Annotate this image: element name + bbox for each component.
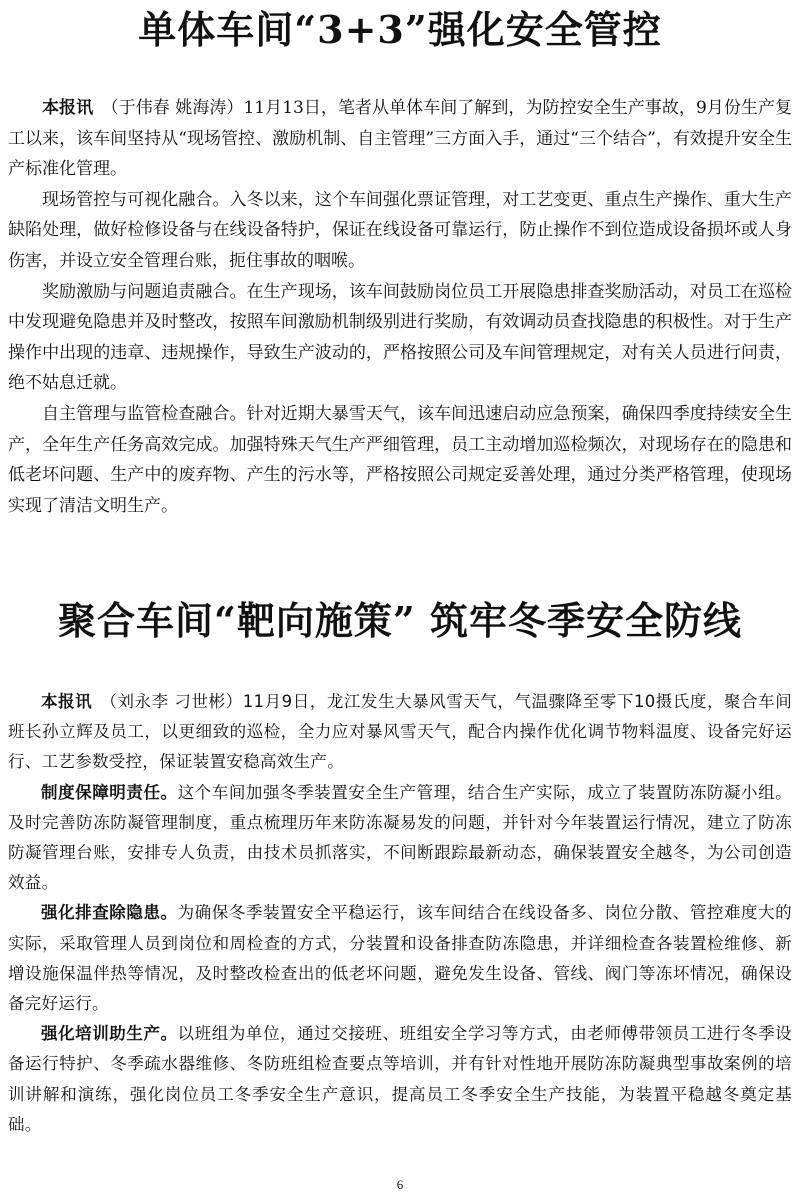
section-paragraph	[8, 898, 792, 1019]
article-body	[8, 687, 792, 1140]
section-paragraph	[8, 778, 792, 899]
lead-tag: 本报讯	[41, 692, 93, 711]
author-byline: （于伟春 姚海涛）	[101, 98, 244, 118]
lead-paragraph	[8, 687, 792, 778]
body-paragraph: 奖励激励与问题追责融合。在生产现场，该车间鼓励岗位员工开展隐患排查奖励活动，对员工在巡检中发现避免隐患并及时整改，按照车间激励机制级别进行奖励，有效调动员查找隐患的积极性。对于生产操作中出现的违章、违规操作，导致生产波动的，严格按照公司及车间管理规定，对有关人员进行问责，绝不姑息迁就。	[8, 281, 792, 394]
section-text: 以班组为单位，通过交接班、班组安全学习等方式，由老师傅带领员工进行冬季设备运行特护、冬季疏水器维修、冬防班组检查要点等培训，并有针对性地开展防冻防凝典型事故案例的培训讲解和演练，强化岗位员工冬季安全生产意识，提高员工冬季安全生产技能，为装置平稳越冬奠定基础。	[8, 1024, 792, 1134]
section-text: 这个车间加强冬季装置安全生产管理，结合生产实际，成立了装置防冻防凝小组。及时完善防冻防凝管理制度，重点梳理历年来防冻凝易发的问题，并针对今年装置运行情况，建立了防冻防凝管理台账，安排专人负责，由技术员抓落实，不间断跟踪最新动态，确保装置安全越冬，为公司创造效益。	[8, 782, 792, 893]
lead-paragraph	[8, 93, 792, 185]
article-title: 单体车间“3+3”强化安全管控	[138, 7, 662, 52]
article-body	[8, 93, 792, 521]
lead-text: 11月9日，龙江发生大暴风雪天气，气温骤降至零下10摄氏度，聚合车间班长孙立辉及员工，以更细致的巡检，全力应对暴风雪天气，配合内操作优化调节物料温度、设备完好运行、工艺参数受控，保证装置安稳高效生产。	[8, 692, 792, 772]
section-lead: 强化培训助生产。	[41, 1024, 178, 1044]
body-paragraph: 自主管理与监管检查融合。针对近期大暴雪天气，该车间迅速启动应急预案，确保四季度持续安全生产，全年生产任务高效完成。加强特殊天气生产严细管理，员工主动增加巡检频次，对现场存在的隐患和低老坏问题、生产中的废弃物、产生的污水等，严格按照公司规定妥善处理，通过分类严格管理，使现场实现了清洁文明生产。	[8, 403, 792, 516]
page-number: 6	[396, 1177, 404, 1192]
section-lead: 制度保障明责任。	[41, 782, 178, 802]
lead-text: 11月13日，笔者从单体车间了解到，为防控安全生产事故，9月份生产复工以来，该车间坚持从“现场管控、激励机制、自主管理”三方面入手，通过“三个结合”，有效提升安全生产标准化管理。	[8, 98, 792, 180]
section-text: 为确保冬季装置安全平稳运行，该车间结合在线设备多、岗位分散、管控难度大的实际，采取管理人员到岗位和周检查的方式，分装置和设备排查防冻隐患，并详细检查各装置检维修、新增设施保温伴热等情况，及时整改检查出的低老坏问题，避免发生设备、管线、阀门等冻坏情况，确保设备完好运行。	[8, 903, 792, 1014]
lead-tag: 本报讯	[42, 98, 94, 118]
body-paragraph: 现场管控与可视化融合。入冬以来，这个车间强化票证管理，对工艺变更、重点生产操作、重大生产缺陷处理，做好检修设备与在线设备特护，保证在线设备可靠运行，防止操作不到位造成设备损坏或人身伤害，并设立安全管理台账，扼住事故的咽喉。	[8, 189, 792, 271]
author-byline: （刘永李 刁世彬）	[100, 692, 243, 711]
section-paragraph	[8, 1019, 792, 1140]
article-title: 聚合车间“靶向施策” 筑牢冬季安全防线	[58, 598, 742, 643]
section-lead: 强化排查除隐患。	[41, 903, 178, 923]
